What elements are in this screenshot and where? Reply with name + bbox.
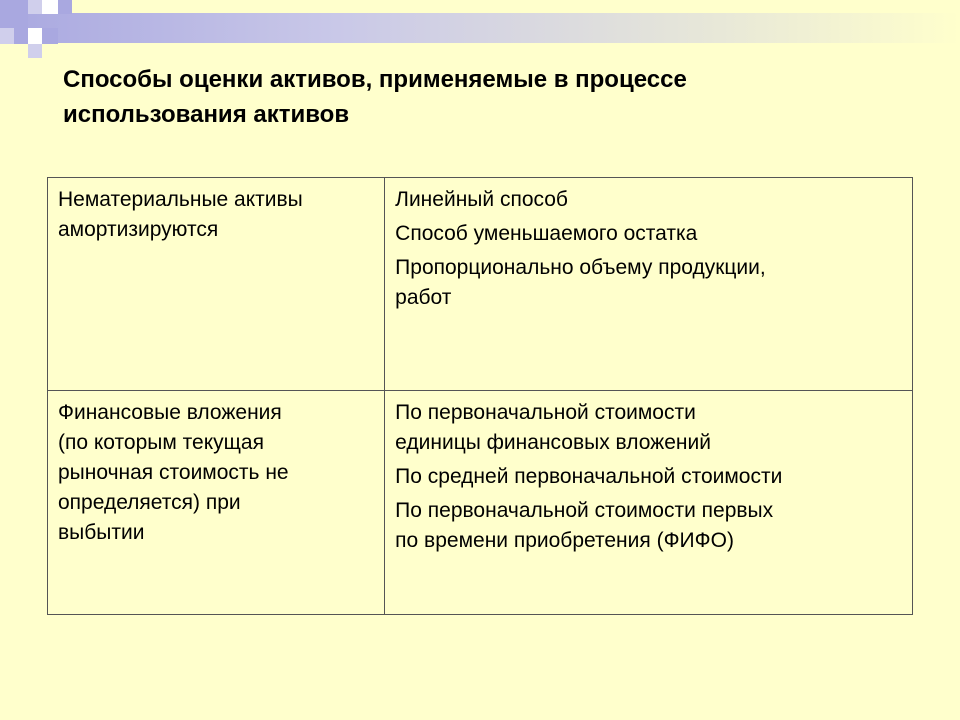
decor-square — [28, 44, 42, 58]
cell-line: единицы финансовых вложений — [395, 431, 711, 455]
cell-line: определяется) при — [58, 491, 241, 515]
table-row — [48, 178, 913, 391]
methods-table — [47, 177, 913, 615]
cell-paragraph — [395, 462, 902, 492]
cell-line: по времени приобретения (ФИФО) — [395, 529, 734, 553]
decor-square — [28, 28, 42, 44]
table-cell-asset-type — [48, 178, 385, 391]
cell-line: амортизируются — [58, 218, 219, 241]
decor-square — [0, 28, 14, 44]
cell-paragraph — [395, 219, 902, 249]
cell-paragraph — [58, 398, 374, 548]
page-title — [63, 62, 923, 132]
cell-paragraph — [58, 185, 374, 245]
decor-square — [0, 0, 28, 28]
cell-line: По средней первоначальной стоимости — [395, 465, 783, 489]
decor-square — [42, 28, 58, 44]
decor-square — [28, 0, 42, 14]
table-row — [48, 391, 913, 615]
cell-line: По первоначальной стоимости первых — [395, 499, 774, 523]
cell-line: выбытии — [58, 521, 145, 545]
title-line-2: использования активов — [63, 101, 350, 128]
cell-line: работ — [395, 286, 452, 309]
cell-line: По первоначальной стоимости — [395, 401, 696, 425]
header-gradient-bar — [0, 13, 960, 43]
table-cell-asset-type — [48, 391, 385, 615]
cell-line: Нематериальные активы — [58, 188, 303, 211]
cell-paragraph — [395, 253, 902, 313]
cell-line: (по которым текущая — [58, 431, 264, 455]
cell-line: Способ уменьшаемого остатка — [395, 222, 698, 245]
decor-square — [14, 28, 28, 44]
cell-line: Пропорционально объему продукции, — [395, 256, 766, 279]
cell-line: Финансовые вложения — [58, 401, 282, 425]
cell-paragraph — [395, 496, 902, 556]
cell-paragraph — [395, 398, 902, 458]
cell-line: рыночная стоимость не — [58, 461, 289, 485]
cell-line: Линейный способ — [395, 188, 568, 211]
table-cell-methods — [385, 178, 913, 391]
decor-square — [42, 0, 58, 14]
decor-square — [58, 0, 72, 14]
title-line-1: Способы оценки активов, применяемые в процессе — [63, 66, 687, 93]
table-cell-methods — [385, 391, 913, 615]
cell-paragraph — [395, 185, 902, 215]
